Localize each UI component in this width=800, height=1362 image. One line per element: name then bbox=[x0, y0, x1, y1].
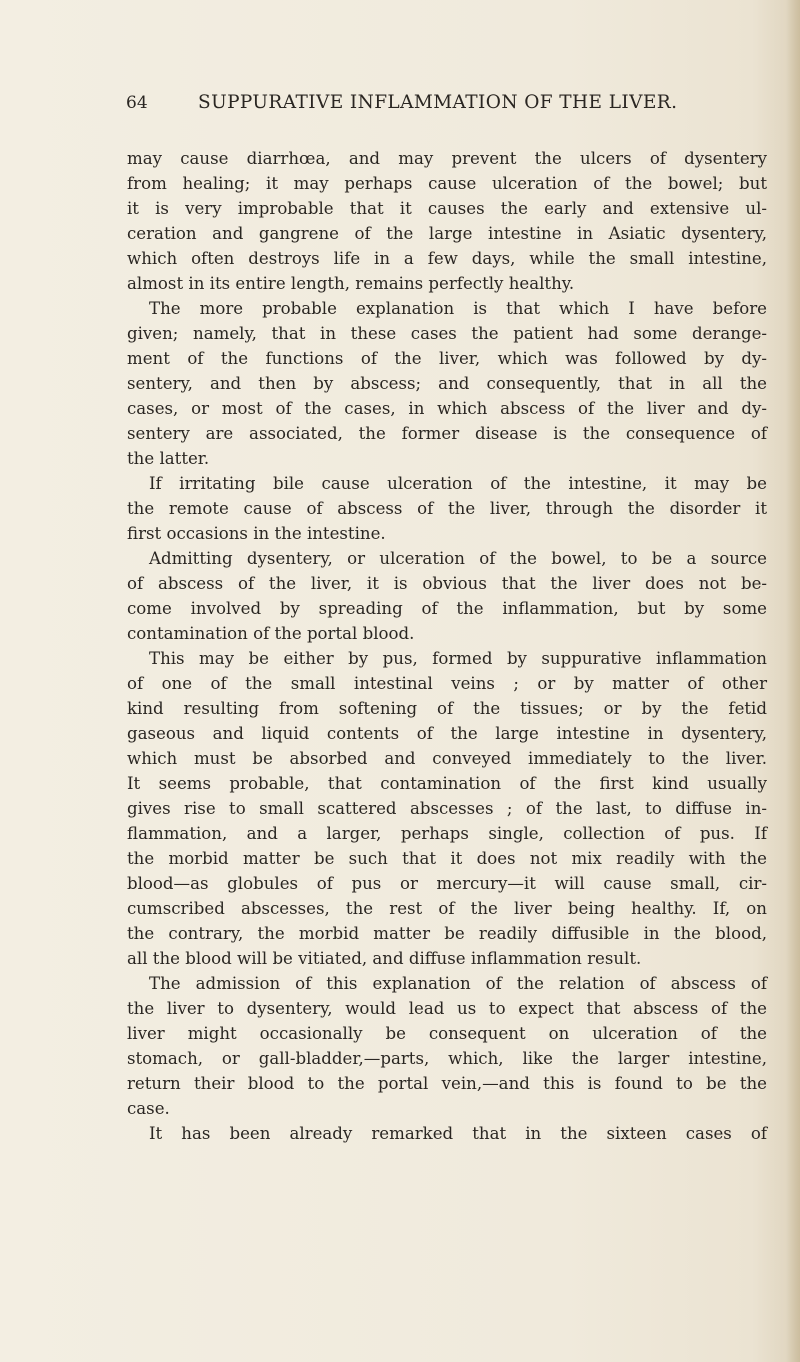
text-line: blood—as globules of pus or mercury—it will cause small, cir- bbox=[127, 874, 767, 893]
text-line: which often destroys life in a few days, while the small intestine, bbox=[127, 249, 767, 268]
text-line: gaseous and liquid contents of the large intestine in dysentery, bbox=[127, 724, 767, 743]
text-line: the latter. bbox=[127, 449, 210, 468]
text-line: it is very improbable that it causes the early and extensive ul- bbox=[127, 199, 767, 218]
text-line: the morbid matter be such that it does not mix readily with the bbox=[127, 849, 767, 868]
text-line: ment of the functions of the liver, which was followed by dy- bbox=[127, 349, 767, 368]
text-line: the liver to dysentery, would lead us to expect that abscess of the bbox=[127, 999, 767, 1018]
text-line: cumscribed abscesses, the rest of the liver being healthy. If, on bbox=[127, 899, 767, 918]
text-line: which must be absorbed and conveyed immediately to the liver. bbox=[127, 749, 767, 768]
text-line: sentery, and then by abscess; and consequently, that in all the bbox=[127, 374, 767, 393]
text-line: Admitting dysentery, or ulceration of the bowel, to be a source bbox=[149, 549, 767, 568]
text-line: the remote cause of abscess of the liver, through the disorder it bbox=[127, 499, 767, 518]
text-line: ceration and gangrene of the large intestine in Asiatic dysentery, bbox=[127, 224, 767, 243]
text-line: It has been already remarked that in the sixteen cases of bbox=[149, 1124, 767, 1143]
text-line: liver might occasionally be consequent on ulceration of the bbox=[127, 1024, 767, 1043]
text-line: of one of the small intestinal veins ; or by matter of other bbox=[127, 674, 767, 693]
text-line: the contrary, the morbid matter be readily diffusible in the blood, bbox=[127, 924, 767, 943]
text-line: It seems probable, that contamination of the first kind usually bbox=[127, 774, 767, 793]
text-line: cases, or most of the cases, in which abscess of the liver and dy- bbox=[127, 399, 767, 418]
text-line: The admission of this explanation of the relation of abscess of bbox=[149, 974, 767, 993]
text-line: almost in its entire length, remains perfectly healthy. bbox=[127, 274, 575, 293]
text-line: This may be either by pus, formed by suppurative inflammation bbox=[149, 649, 767, 668]
text-line: sentery are associated, the former disease is the consequence of bbox=[127, 424, 767, 443]
text-line: first occasions in the intestine. bbox=[127, 524, 386, 543]
text-line: return their blood to the portal vein,—and this is found to be the bbox=[127, 1074, 767, 1093]
text-line: from healing; it may perhaps cause ulceration of the bowel; but bbox=[127, 174, 767, 193]
running-title: SUPPURATIVE INFLAMMATION OF THE LIVER. bbox=[198, 92, 678, 113]
text-line: given; namely, that in these cases the patient had some derange- bbox=[127, 324, 767, 343]
text-line: kind resulting from softening of the tissues; or by the fetid bbox=[127, 699, 767, 718]
text-line: case. bbox=[127, 1099, 170, 1118]
text-line: may cause diarrhœa, and may prevent the ulcers of dysentery bbox=[127, 149, 767, 168]
text-line: flammation, and a larger, perhaps single, collection of pus. If bbox=[127, 824, 767, 843]
text-line: If irritating bile cause ulceration of the intestine, it may be bbox=[149, 474, 767, 493]
text-line: gives rise to small scattered abscesses ; of the last, to diffuse in- bbox=[127, 799, 767, 818]
running-header bbox=[126, 90, 726, 116]
text-line: of abscess of the liver, it is obvious that the liver does not be- bbox=[127, 574, 767, 593]
text-line: contamination of the portal blood. bbox=[127, 624, 415, 643]
text-line: The more probable explanation is that which I have before bbox=[149, 299, 767, 318]
body-text bbox=[127, 146, 767, 1146]
page-edge-shadow bbox=[786, 0, 800, 1362]
page-number: 64 bbox=[126, 93, 148, 113]
text-line: stomach, or gall-bladder,—parts, which, like the larger intestine, bbox=[127, 1049, 767, 1068]
text-line: come involved by spreading of the inflammation, but by some bbox=[127, 599, 767, 618]
text-line: all the blood will be vitiated, and diffuse inflammation result. bbox=[127, 949, 642, 968]
